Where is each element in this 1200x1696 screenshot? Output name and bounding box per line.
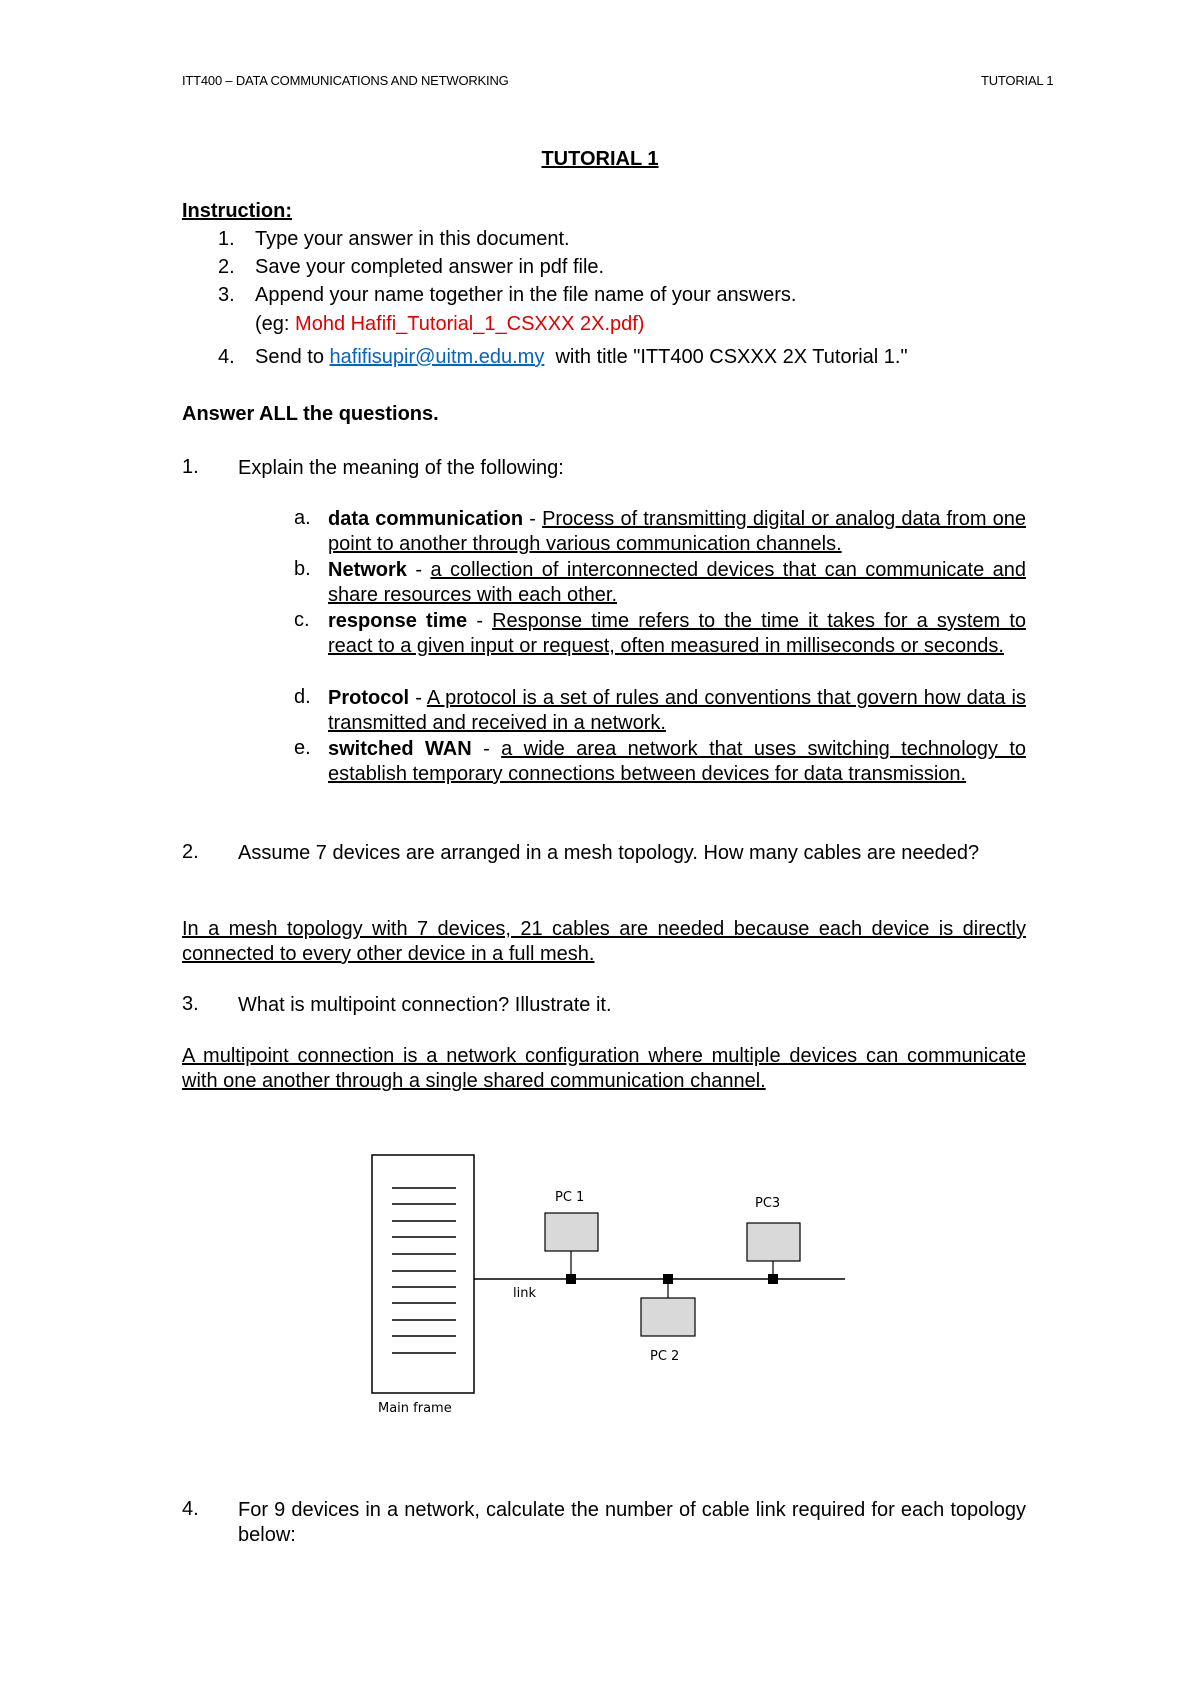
definition-letter: b. <box>294 558 311 580</box>
definition-term: switched WAN <box>328 738 472 760</box>
instruction-text: Append your name together in the file name of your answers. <box>255 284 797 306</box>
definition-separator: - <box>467 610 493 632</box>
pc1-box <box>545 1213 598 1251</box>
definition-separator: - <box>523 508 543 530</box>
definition-letter: c. <box>294 609 310 631</box>
email-link[interactable]: hafifisupir@uitm.edu.my <box>329 346 545 368</box>
definition-separator: - <box>406 559 431 581</box>
definition-separator: - <box>471 738 502 760</box>
question-3-number: 3. <box>182 993 199 1015</box>
instruction-number: 4. <box>218 346 235 368</box>
definition-answer: A protocol is a set of rules and conventions that govern how data is transmitted and received in a network. <box>328 687 1026 734</box>
definition-letter: d. <box>294 686 311 708</box>
link-label: link <box>513 1286 536 1301</box>
running-header-tutorial: TUTORIAL 1 <box>981 73 1054 88</box>
pc2-label: PC 2 <box>650 1349 680 1364</box>
send-to-prefix: Send to <box>255 346 330 368</box>
multipoint-diagram <box>360 1150 860 1420</box>
example-filename: Mohd Hafifi_Tutorial_1_CSXXX 2X.pdf) <box>295 313 645 335</box>
question-3-text: What is multipoint connection? Illustrate it. <box>238 994 612 1016</box>
send-to-suffix: with title "ITT400 CSXXX 2X Tutorial 1." <box>544 346 908 368</box>
definition-answer: a wide area network that uses switching technology to establish temporary connections between devices for data transmission. <box>328 738 1027 785</box>
definition-answer: a collection of interconnected devices that can communicate and share resources with each other. <box>328 559 1026 606</box>
pc3-tap <box>768 1274 778 1284</box>
instruction-number: 2. <box>218 256 235 278</box>
pc3-box <box>747 1223 800 1261</box>
mainframe-label: Main frame <box>378 1401 452 1416</box>
question-3-answer: A multipoint connection is a network configuration where multiple devices can communicate with one another through a single shared communication channel. <box>182 1045 1026 1092</box>
example-prefix: (eg: <box>255 313 296 335</box>
question-1-number: 1. <box>182 456 199 478</box>
instruction-text: Save your completed answer in pdf file. <box>255 256 605 278</box>
pc2-tap <box>663 1274 673 1284</box>
definition-term: Network <box>328 559 407 581</box>
instruction-text: Type your answer in this document. <box>255 228 570 250</box>
instruction-number: 1. <box>218 228 235 250</box>
definition-separator: - <box>409 687 427 709</box>
question-4-text: For 9 devices in a network, calculate the number of cable link required for each topology below: <box>238 1499 1026 1546</box>
definition-term: Protocol <box>328 687 410 709</box>
definition-term: data communication <box>328 508 524 530</box>
question-2-answer: In a mesh topology with 7 devices, 21 cables are needed because each device is directly connected to every other device in a full mesh. <box>182 918 1026 965</box>
mainframe-box <box>372 1155 474 1393</box>
page-title: TUTORIAL 1 <box>541 148 659 170</box>
definition-answer: Process of transmitting digital or analog data from one point to another through various communication channels. <box>328 508 1026 555</box>
answer-all-heading: Answer ALL the questions. <box>182 403 439 425</box>
question-2-number: 2. <box>182 841 199 863</box>
definition-answer: Response time refers to the time it takes for a system to react to a given input or request, often measured in milliseconds or seconds. <box>328 610 1027 657</box>
running-header-course: ITT400 – DATA COMMUNICATIONS AND NETWORKING <box>182 73 509 88</box>
pc3-label: PC3 <box>755 1196 781 1211</box>
pc1-label: PC 1 <box>555 1190 585 1205</box>
definition-letter: e. <box>294 737 311 759</box>
instruction-heading: Instruction: <box>182 200 292 222</box>
pc2-box <box>641 1298 695 1336</box>
question-2-text: Assume 7 devices are arranged in a mesh topology. How many cables are needed? <box>238 842 980 864</box>
question-1-text: Explain the meaning of the following: <box>238 457 564 479</box>
question-4-number: 4. <box>182 1498 199 1520</box>
pc1-tap <box>566 1274 576 1284</box>
definition-letter: a. <box>294 507 311 529</box>
definition-term: response time <box>328 610 468 632</box>
instruction-number: 3. <box>218 284 235 306</box>
